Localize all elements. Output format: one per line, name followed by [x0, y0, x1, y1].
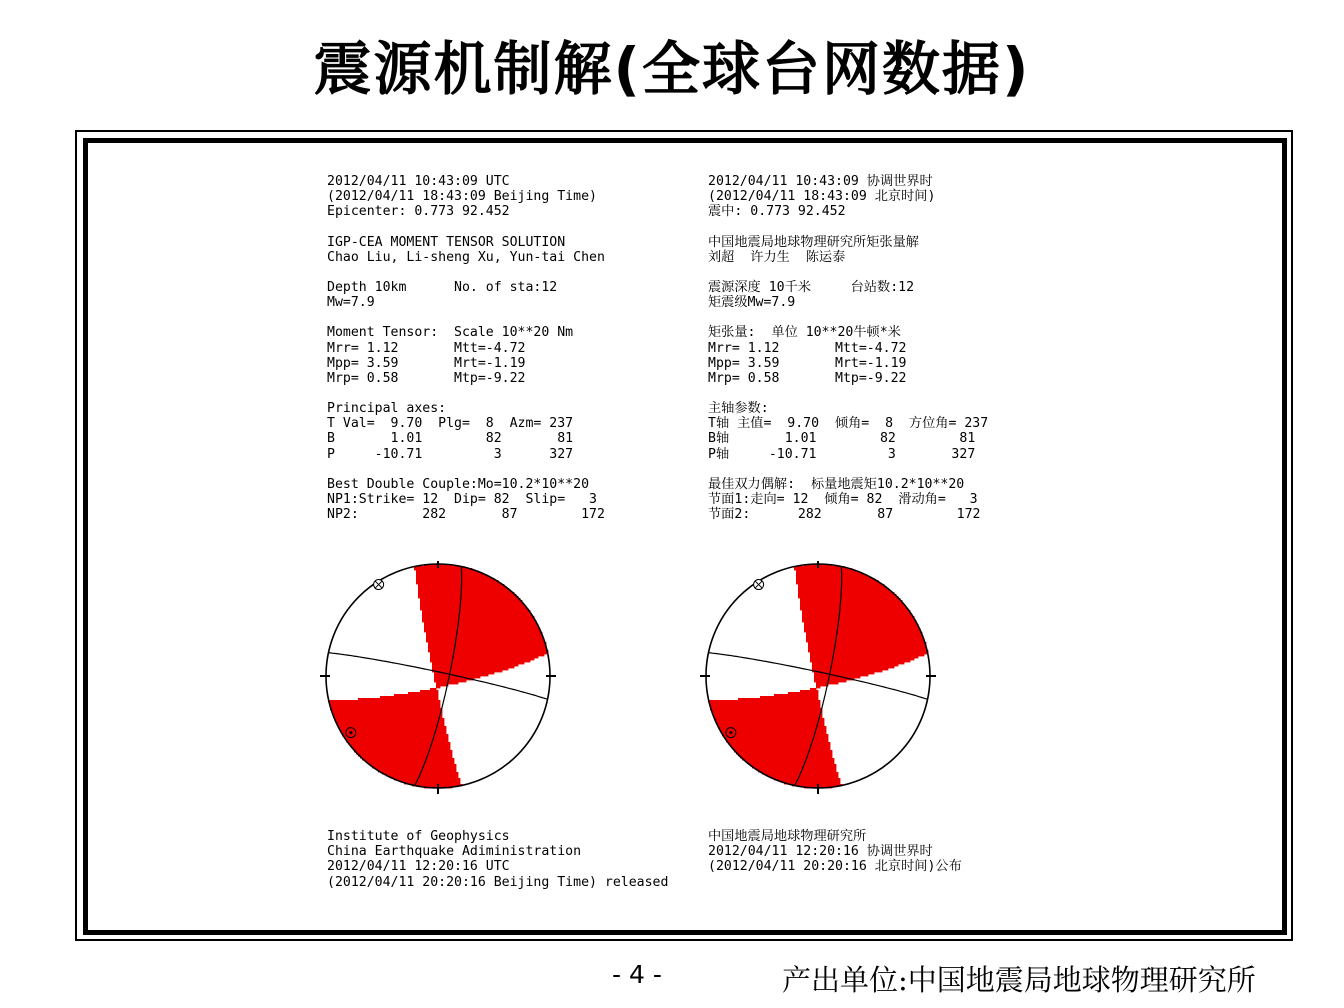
text-line: 震源深度 10千米 台站数:12	[708, 279, 915, 295]
text-line: B轴 1.01 82 81	[708, 431, 976, 447]
chinese-footer	[708, 829, 962, 875]
text-line: 刘超 许力生 陈运泰	[708, 249, 846, 265]
text-line: 主轴参数:	[708, 401, 769, 417]
text-line: 2012/04/11 12:20:16 协调世界时	[708, 844, 933, 860]
text-line: (2012/04/11 20:20:16 北京时间)公布	[708, 859, 962, 875]
cn-couple	[708, 477, 988, 523]
text-line: Institute of Geophysics	[327, 829, 510, 844]
chinese-column	[708, 174, 988, 522]
producer-credit: 产出单位:中国地震局地球物理研究所	[782, 963, 1256, 997]
text-line: 2012/04/11 10:43:09 UTC	[327, 174, 510, 189]
text-line: Depth 10km No. of sta:12	[327, 279, 558, 295]
en-tensor	[327, 325, 605, 386]
text-line: 2012/04/11 12:20:16 UTC	[327, 859, 510, 875]
cn-header	[708, 174, 988, 220]
text-line: P -10.71 3 327	[327, 446, 574, 462]
en-depth	[327, 280, 605, 310]
text-line: NP2: 282 87 172	[327, 507, 605, 523]
text-line: P轴 -10.71 3 327	[708, 446, 976, 462]
text-line: 节面1:走向= 12 倾角= 82 滑动角= 3	[708, 492, 978, 507]
report-frame-inner	[83, 138, 1287, 935]
en-axes	[327, 401, 605, 462]
text-line: 矩震级Mw=7.9	[708, 295, 796, 311]
text-line: 中国地震局地球物理研究所	[708, 829, 867, 844]
text-line: NP1:Strike= 12 Dip= 82 Slip= 3	[327, 492, 597, 507]
cn-solution	[708, 235, 988, 265]
text-line: T轴 主值= 9.70 倾角= 8 方位角= 237	[708, 416, 989, 432]
text-line: 最佳双力偶解: 标量地震矩10.2*10**20	[708, 476, 965, 492]
cn-tensor	[708, 325, 988, 386]
text-line: 矩张量: 单位 10**20牛顿*米	[708, 325, 901, 341]
text-line: Mw=7.9	[327, 295, 375, 311]
text-line: Moment Tensor: Scale 10**20 Nm	[327, 325, 574, 341]
text-line: Best Double Couple:Mo=10.2*10**20	[327, 476, 590, 492]
compression-cell	[436, 686, 440, 688]
text-line: T Val= 9.70 Plg= 8 Azm= 237	[327, 416, 574, 432]
text-line: B 1.01 82 81	[327, 431, 574, 447]
page-number: - 4 -	[612, 960, 662, 989]
text-line: (2012/04/11 20:20:16 Beijing Time) released	[327, 874, 669, 890]
text-line: 中国地震局地球物理研究所矩张量解	[708, 234, 919, 250]
cn-depth	[708, 280, 988, 310]
text-line: China Earthquake Adiministration	[327, 844, 582, 860]
beachball-english	[313, 561, 563, 801]
text-line: 节面2: 282 87 172	[708, 507, 981, 523]
compression-cell	[816, 686, 820, 688]
text-line: Mpp= 3.59 Mrt=-1.19	[327, 355, 526, 371]
text-line: Principal axes:	[327, 401, 447, 417]
text-line: Epicenter: 0.773 92.452	[327, 204, 510, 220]
en-couple	[327, 477, 605, 523]
text-line: Mrr= 1.12 Mtt=-4.72	[708, 340, 907, 356]
text-line: 震中: 0.773 92.452	[708, 204, 846, 220]
text-line: 2012/04/11 10:43:09 协调世界时	[708, 174, 933, 189]
t-axis-dot	[729, 731, 732, 734]
text-line: Mrp= 0.58 Mtp=-9.22	[327, 370, 526, 386]
text-line: Mrr= 1.12 Mtt=-4.72	[327, 340, 526, 356]
page-title: 震源机制解(全球台网数据)	[313, 35, 1031, 103]
t-axis-dot	[349, 731, 352, 734]
text-line: IGP-CEA MOMENT TENSOR SOLUTION	[327, 234, 566, 250]
text-line: (2012/04/11 18:43:09 北京时间)	[708, 189, 936, 205]
text-line: Mpp= 3.59 Mrt=-1.19	[708, 355, 907, 371]
english-footer	[327, 829, 668, 890]
text-line: Chao Liu, Li-sheng Xu, Yun-tai Chen	[327, 249, 605, 265]
cn-axes	[708, 401, 988, 462]
en-header	[327, 174, 605, 220]
beachball-chinese	[693, 561, 943, 801]
text-line: Mrp= 0.58 Mtp=-9.22	[708, 370, 907, 386]
english-column	[327, 174, 605, 522]
text-line: (2012/04/11 18:43:09 Beijing Time)	[327, 189, 597, 205]
en-solution	[327, 235, 605, 265]
